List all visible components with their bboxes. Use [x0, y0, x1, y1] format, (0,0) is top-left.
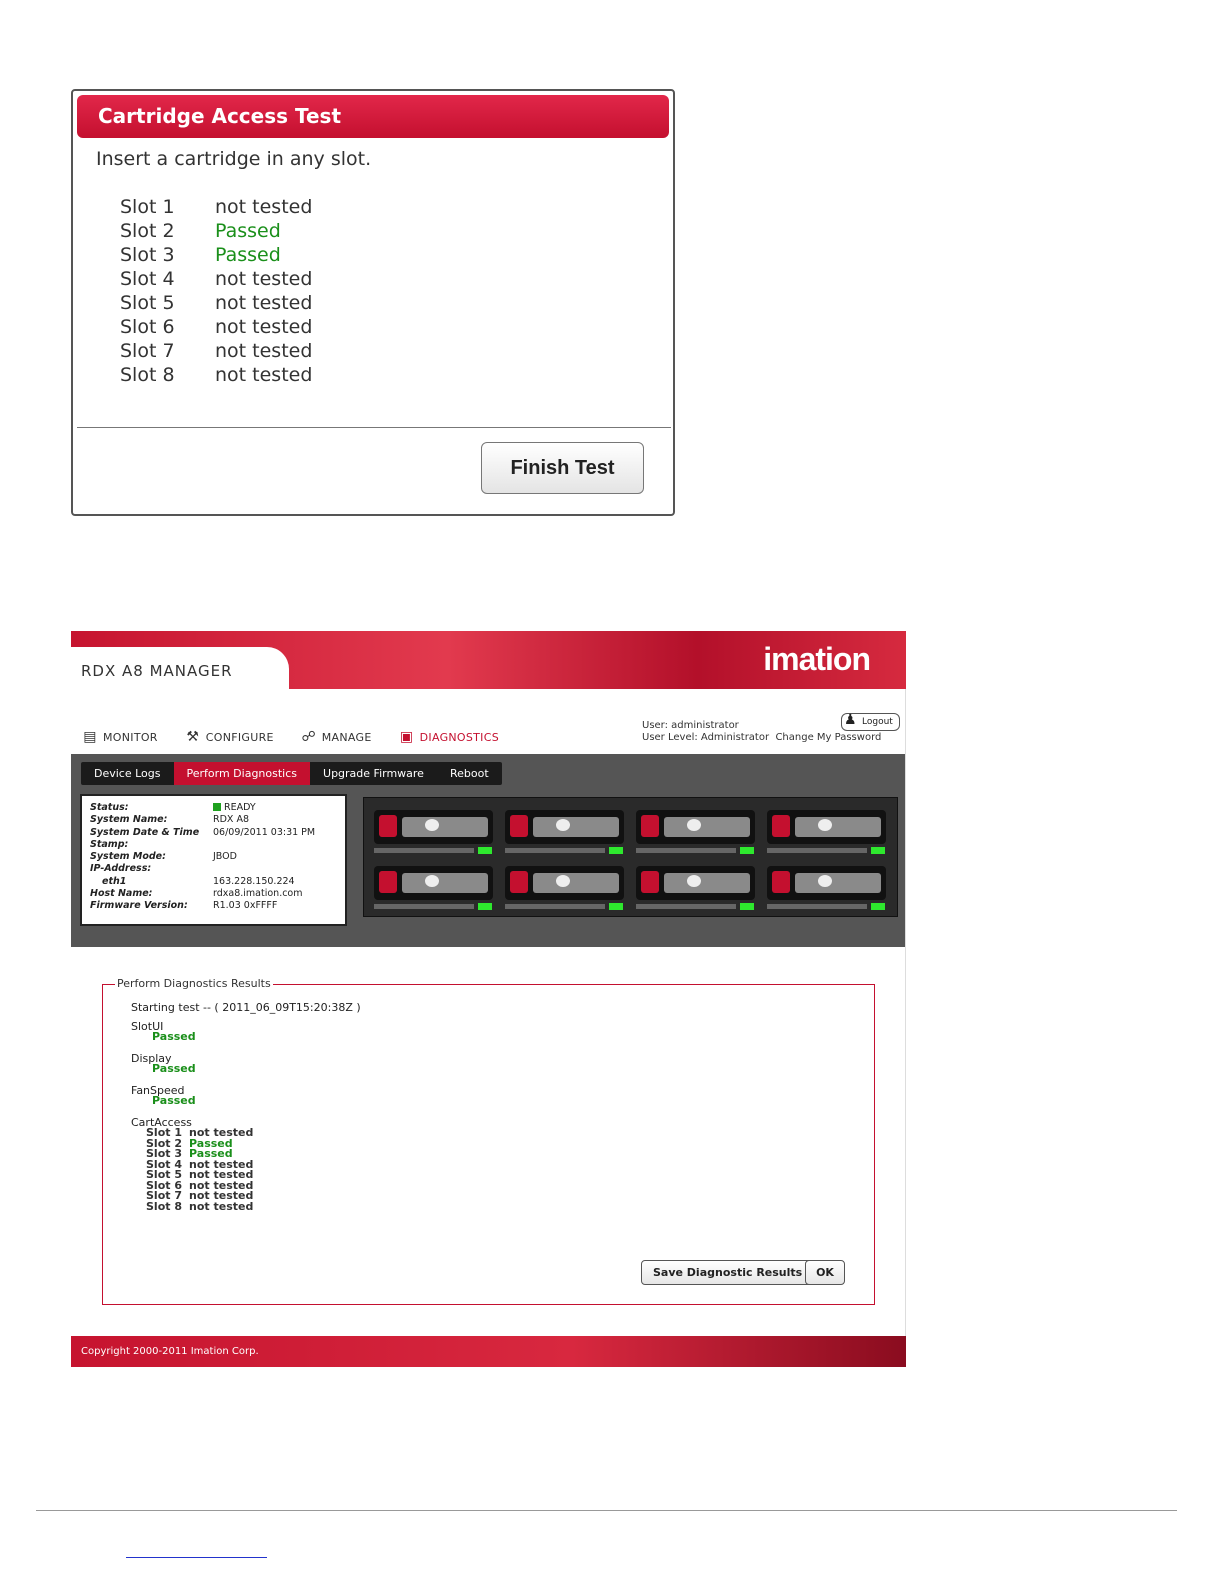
slot-label: Slot 1 — [120, 196, 175, 218]
cart-slot-label: Slot 3 — [146, 1147, 182, 1160]
cartridge — [533, 817, 619, 837]
status-key: IP-Address: — [90, 863, 152, 875]
slot-row — [120, 315, 312, 339]
dialog-divider — [77, 427, 671, 428]
tab-device-logs[interactable]: Device Logs — [94, 767, 161, 780]
tab-upgrade-firmware[interactable]: Upgrade Firmware — [323, 767, 424, 780]
slot-row — [120, 219, 312, 243]
status-led — [871, 847, 885, 854]
network-icon: ☍ — [301, 729, 316, 745]
user-name: User: administrator — [642, 720, 739, 731]
drive-latch — [510, 871, 528, 893]
disk-icon — [818, 819, 832, 831]
drive-rail — [636, 904, 736, 909]
status-key: Stamp: — [90, 838, 129, 850]
dialog-instruction: Insert a cartridge in any slot. — [96, 148, 372, 170]
slot-label: Slot 6 — [120, 316, 175, 338]
status-row — [90, 876, 337, 888]
drive-slot-2[interactable] — [501, 804, 628, 858]
slot-result: not tested — [215, 268, 313, 290]
status-led — [871, 903, 885, 910]
status-row — [90, 802, 337, 814]
disk-icon — [687, 875, 701, 887]
brand-logo: imation — [763, 641, 870, 677]
nav-manage[interactable] — [300, 726, 372, 748]
status-row — [90, 851, 337, 863]
status-value: JBOD — [213, 851, 237, 863]
right-edge — [905, 689, 906, 1336]
status-value: 06/09/2011 03:31 PM — [213, 826, 316, 838]
drive-slot-8[interactable] — [763, 860, 890, 914]
status-value — [213, 802, 256, 814]
slot-label: Slot 3 — [120, 244, 175, 266]
cartridge — [795, 873, 881, 893]
cartridge — [795, 817, 881, 837]
drive-rail — [374, 848, 474, 853]
drive-latch — [641, 815, 659, 837]
disk-icon — [425, 819, 439, 831]
cart-slot-result: not tested — [189, 1178, 254, 1192]
status-led — [478, 847, 492, 854]
slot-label: Slot 8 — [120, 364, 175, 386]
status-led — [740, 847, 754, 854]
nav-label: CONFIGURE — [205, 730, 274, 744]
cartridge — [664, 817, 750, 837]
slot-label: Slot 2 — [120, 220, 175, 242]
cart-slot-result: Passed — [189, 1147, 233, 1160]
disk-icon — [556, 819, 570, 831]
slot-row — [120, 243, 312, 267]
finish-test-button[interactable]: Finish Test — [481, 442, 644, 494]
drive-slot-3[interactable] — [632, 804, 759, 858]
slot-row — [120, 267, 312, 291]
slot-row — [120, 291, 312, 315]
drive-rail — [374, 904, 474, 909]
status-key: Host Name: — [90, 888, 153, 900]
status-key: Status: — [90, 802, 129, 813]
test-name: Display — [131, 1051, 172, 1065]
wrench-icon: ⚒ — [186, 729, 200, 745]
cart-slot-label: Slot 6 — [146, 1178, 182, 1192]
cart-slot-result: Passed — [189, 1136, 233, 1150]
change-password-link[interactable]: Change My Password — [775, 732, 882, 743]
slot-label: Slot 5 — [120, 292, 175, 314]
results-body — [131, 1003, 361, 1212]
user-icon: ♟ — [844, 712, 857, 728]
nav-configure[interactable] — [184, 726, 274, 748]
cart-slot-label: Slot 8 — [146, 1199, 182, 1213]
cartridge — [402, 873, 488, 893]
drive-latch — [772, 871, 790, 893]
results-legend: Perform Diagnostics Results — [117, 977, 271, 990]
tab-perform-diagnostics[interactable]: Perform Diagnostics — [174, 762, 311, 785]
dialog-title: Cartridge Access Test — [77, 95, 669, 138]
test-result: Passed — [152, 1030, 196, 1043]
cart-slot-label: Slot 4 — [146, 1157, 182, 1171]
device-panel — [71, 754, 906, 947]
drive-rail — [505, 848, 605, 853]
test-result: Passed — [152, 1094, 196, 1107]
disk-icon — [818, 875, 832, 887]
nav-diagnostics[interactable] — [398, 726, 499, 748]
user-level: User Level: Administrator — [642, 732, 770, 743]
status-key: System Mode: — [90, 851, 166, 863]
status-led — [609, 903, 623, 910]
slot-result: not tested — [215, 196, 313, 218]
page-divider — [36, 1510, 1177, 1511]
test-name: SlotUI — [131, 1019, 164, 1033]
status-key: eth1 — [102, 875, 127, 887]
cart-slot-label: Slot 2 — [146, 1136, 182, 1150]
cart-slot-label: Slot 7 — [146, 1189, 182, 1202]
nav-label: DIAGNOSTICS — [419, 730, 499, 744]
status-led — [740, 903, 754, 910]
cartridge — [402, 817, 488, 837]
slot-label: Slot 4 — [120, 268, 175, 290]
disk-icon — [425, 875, 439, 887]
drive-rail — [767, 848, 867, 853]
drive-latch — [510, 815, 528, 837]
status-text: READY — [224, 802, 256, 813]
rdx-manager-window — [71, 631, 906, 1367]
status-value: 163.228.150.224 — [213, 875, 295, 887]
cartridge — [664, 873, 750, 893]
app-footer — [71, 1336, 906, 1367]
nav-label: MONITOR — [103, 730, 158, 744]
diagnostics-results — [102, 977, 875, 1305]
status-value: RDX A8 — [213, 814, 249, 826]
logout-button[interactable] — [841, 713, 900, 731]
cart-slot-result: not tested — [189, 1199, 254, 1213]
test-result: Passed — [152, 1062, 196, 1075]
diagnostics-subtabs — [81, 762, 502, 785]
nav-label: MANAGE — [321, 730, 372, 744]
slot-row — [120, 339, 312, 363]
drive-rail — [505, 904, 605, 909]
cart-slot-label: Slot 5 — [146, 1168, 182, 1181]
cartridge-access-test-dialog — [71, 89, 675, 516]
cart-row — [131, 1199, 361, 1213]
tab-reboot[interactable]: Reboot — [449, 767, 489, 780]
cart-slot-result: not tested — [189, 1126, 254, 1139]
logout-label: Logout — [862, 717, 893, 727]
cartridge — [533, 873, 619, 893]
drive-latch — [641, 871, 659, 893]
system-status-box — [80, 794, 347, 926]
status-row — [90, 839, 337, 851]
cart-slot-label: Slot 1 — [146, 1126, 182, 1139]
drive-latch — [379, 871, 397, 893]
slot-result: not tested — [215, 316, 313, 338]
status-key: Firmware Version: — [90, 900, 188, 912]
copyright-text: Copyright 2000-2011 Imation Corp. — [81, 1346, 259, 1357]
save-diagnostic-results-button[interactable]: Save Diagnostic Results — [641, 1260, 814, 1285]
drive-slot-5[interactable] — [370, 860, 497, 914]
cart-slot-result: not tested — [189, 1189, 254, 1202]
disk-icon — [687, 819, 701, 831]
status-row — [90, 863, 337, 875]
status-key: System Date & Time — [90, 826, 200, 838]
status-led — [478, 903, 492, 910]
slot-row — [120, 195, 312, 219]
drive-latch — [772, 815, 790, 837]
status-row — [90, 900, 337, 912]
cart-slot-result: not tested — [189, 1168, 254, 1181]
drive-rail — [636, 848, 736, 853]
slot-result: Passed — [215, 244, 281, 266]
test-name: CartAccess — [131, 1115, 192, 1129]
status-value: rdxa8.imation.com — [213, 888, 303, 900]
cart-slot-result: not tested — [189, 1157, 254, 1171]
results-start-line: Starting test -- ( 2011_06_09T15:20:38Z ) — [131, 1001, 361, 1014]
test-name: FanSpeed — [131, 1083, 185, 1097]
drive-slot-7[interactable] — [632, 860, 759, 914]
drive-slot-1[interactable] — [370, 804, 497, 858]
nav-monitor[interactable] — [81, 726, 158, 748]
ok-button[interactable]: OK — [805, 1260, 845, 1285]
drive-slot-4[interactable] — [763, 804, 890, 858]
status-row — [90, 888, 337, 900]
status-row — [90, 827, 337, 839]
slot-label: Slot 7 — [120, 340, 175, 362]
app-title: RDX A8 MANAGER — [81, 662, 233, 680]
drive-slot-6[interactable] — [501, 860, 628, 914]
chat-icon: ▣ — [399, 729, 414, 745]
slot-result: not tested — [215, 364, 313, 386]
slot-list — [120, 195, 312, 387]
status-row — [90, 814, 337, 826]
status-led — [609, 847, 623, 854]
slot-row — [120, 363, 312, 387]
disk-icon — [556, 875, 570, 887]
main-nav — [81, 726, 525, 748]
drive-rail — [767, 904, 867, 909]
slot-result: not tested — [215, 340, 313, 362]
drive-latch — [379, 815, 397, 837]
page-link[interactable] — [126, 1557, 267, 1558]
status-key: System Name: — [90, 814, 168, 826]
slot-result: Passed — [215, 220, 281, 242]
ready-indicator — [213, 803, 221, 811]
drive-bay — [363, 797, 898, 917]
monitor-icon: ▤ — [83, 729, 97, 745]
status-value: R1.03 0xFFFF — [213, 900, 278, 912]
slot-result: not tested — [215, 292, 313, 314]
